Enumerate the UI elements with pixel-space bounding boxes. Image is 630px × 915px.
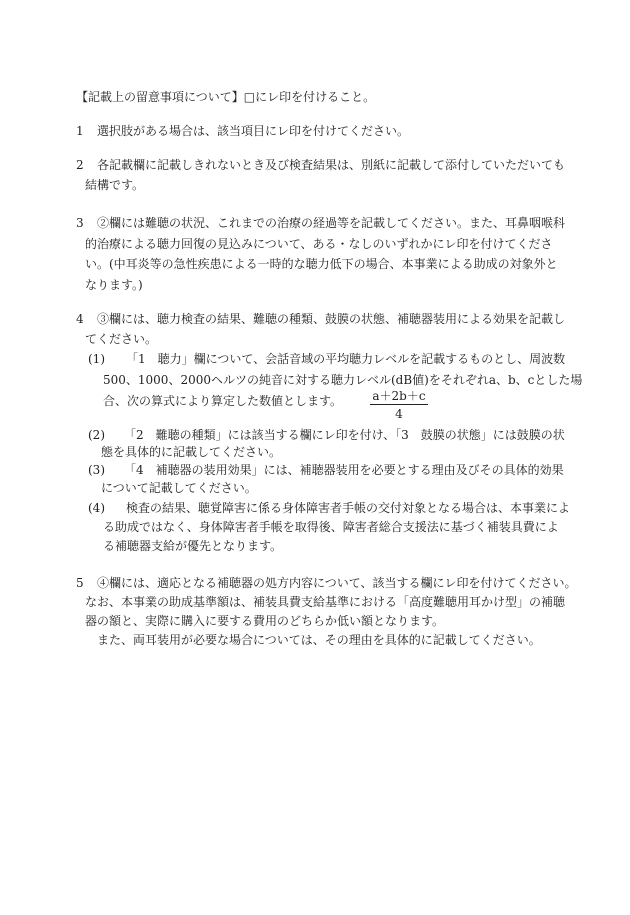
note-number: 2	[76, 158, 84, 172]
note-line: なお、本事業の助成基準額は、補装具費支給基準における「高度難聴用耳かけ型」の補聴	[85, 595, 566, 609]
formula-numerator: a＋2b＋c	[372, 389, 426, 403]
note-number: 5	[76, 576, 84, 590]
note-line: 器の額と、実際に購入に要する費用のどちらか低い額となります。	[85, 614, 445, 628]
sub-line: 合、次の算式により算定した数値とします。	[103, 394, 343, 408]
averaging-formula	[370, 389, 428, 421]
note-line: 的治療による聴力回復の見込みについて、ある・なしのいずれかにレ印を付けてくださ	[85, 237, 553, 251]
note-line: また、両耳装用が必要な場合については、その理由を具体的に記載してください。	[97, 633, 541, 647]
fraction-bar	[370, 404, 428, 405]
sub-line: る補聴器支給が優先となります。	[103, 539, 283, 553]
note-line: い。(中耳炎等の急性疾患による一時的な聴力低下の場合、本事業による助成の対象外と	[85, 257, 558, 271]
heading: 【記載上の留意事項について】□にレ印を付けること。	[76, 90, 376, 104]
sub-line: 検査の結果、聴覚障害に係る身体障害者手帳の交付対象となる場合は、本事業によ	[126, 501, 571, 515]
note-line: ②欄には難聴の状況、これまでの治療の経過等を記載してください。また、耳鼻咽喉科	[97, 216, 566, 230]
note-line: 各記載欄に記載しきれないとき及び検査結果は、別紙に記載して添付していただいても	[97, 158, 566, 172]
sub-number: (4)	[88, 501, 105, 515]
sub-number: (1)	[88, 352, 105, 366]
sub-line: 500、1000、2000ヘルツの純音に対する聴力レベル(dB値)をそれぞれa、b、cとした場	[103, 373, 583, 387]
note-line: 結構です。	[85, 178, 145, 192]
note-line: なります。)	[85, 278, 143, 292]
note-line: ③欄には、聴力検査の結果、難聴の種類、鼓膜の状態、補聴器装用による効果を記載し	[97, 312, 566, 326]
note-number: 1	[76, 124, 84, 138]
note-line: 選択肢がある場合は、該当項目にレ印を付けてください。	[97, 124, 410, 138]
formula-denominator: 4	[395, 407, 403, 421]
sub-line: 態を具体的に記載してください。	[101, 445, 282, 459]
sub-line: 「2 難聴の種類」には該当する欄にレ印を付け、「3 鼓膜の状態」には鼓膜の状	[124, 428, 565, 442]
sub-number: (3)	[88, 463, 105, 477]
note-number: 3	[76, 216, 84, 230]
sub-line: 「1 聴力」欄について、会話音域の平均聴力レベルを記載するものとし、周波数	[126, 352, 566, 366]
sub-line: について記載してください。	[101, 481, 257, 495]
note-line: ④欄には、適応となる補聴器の処方内容について、該当する欄にレ印を付けてください。	[97, 576, 577, 590]
sub-line: る助成ではなく、身体障害者手帳を取得後、障害者総合支援法に基づく補装具費によ	[103, 520, 559, 534]
note-number: 4	[76, 312, 84, 326]
sub-line: 「4 補聴器の装用効果」には、補聴器装用を必要とする理由及びその具体的効果	[124, 463, 564, 477]
sub-number: (2)	[88, 428, 105, 442]
note-line: てください。	[85, 332, 158, 346]
